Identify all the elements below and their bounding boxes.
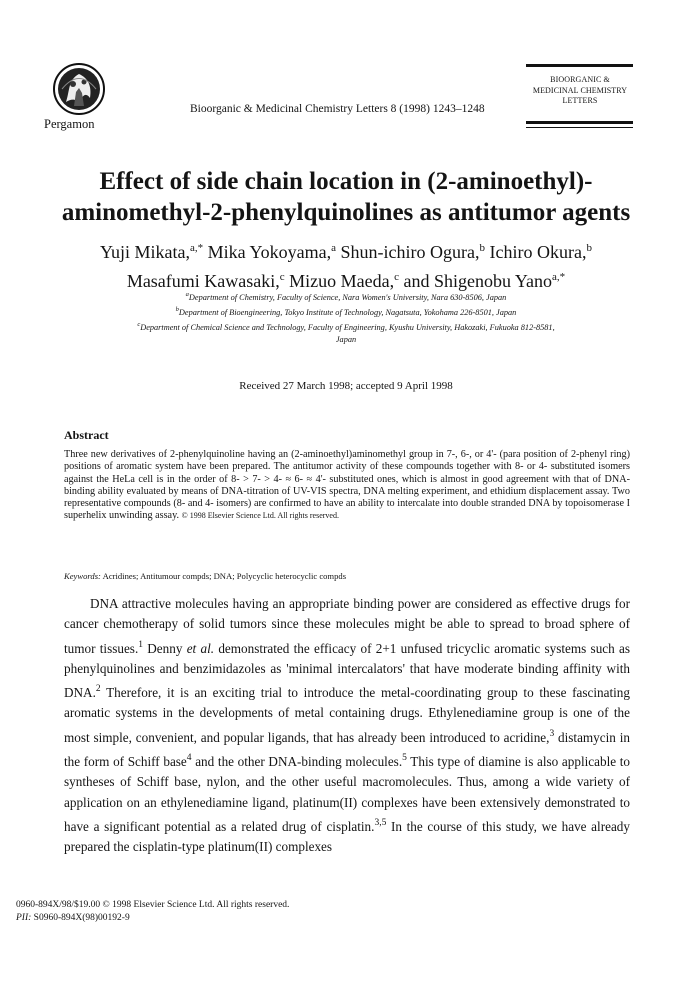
article-title: Effect of side chain location in (2-aminoethyl)- aminomethyl-2-phenylquinolines as antitumor agents	[61, 168, 631, 226]
affiliation: $^b$Department of Bioengineering, Tokyo Institute of Technology, Nagatsuta, Yokohama 226-8501, Japan	[175, 306, 517, 317]
footer-copyright: 0960-894X/98/$19.00 © 1998 Elsevier Science Ltd. All rights reserved.	[16, 900, 290, 910]
author-mark: a	[331, 242, 337, 254]
author-mark: b	[479, 242, 486, 254]
elsevier-tree-logo-icon	[52, 62, 106, 116]
author-name: Yuji Mikata,	[100, 242, 190, 262]
page-footer	[16, 899, 289, 924]
journal-box-title: BIOORGANIC & MEDICINAL CHEMISTRY LETTERS	[532, 75, 628, 105]
reference-mark: 3,5	[374, 817, 387, 828]
author-mark: a,*	[552, 270, 566, 283]
affiliation: Japan	[335, 335, 357, 344]
journal-box-bottom-rule-thin	[526, 127, 633, 128]
reference-mark: 1	[138, 639, 143, 650]
author-name: Masafumi Kawasaki,	[126, 270, 280, 291]
author-mark: c	[394, 270, 400, 283]
abstract-text: Three new derivatives of 2-phenylquinoline having an (2-aminoethyl)aminomethyl group in 7-, 6-, or 4'- (para position of 2-phenyl ring) positions of aromatic system have been prepared. The antitumor activity of these compounds together with 8- or 4- substituted isomers against the HeLa cell is in the order of 8- > 7- > 4- ≈ 6- ≈ 4'- substituted ones, which is almost in good agreement with that of DNA-binding ability evaluated by means of DNA-titration of UV-VIS spectra, DNA melting experiment, and ethidium displacement assay. Two representative compounds (8- and 4- isomers) are confirmed to have an ability to intercalate into double stranded DNA by topoisomerase I superhelix unwinding assay. © 1998 Elsevier Science Ltd. All rights reserved.	[64, 449, 630, 522]
affiliations	[30, 289, 662, 346]
author-mark: c	[279, 270, 285, 283]
reference-mark: 5	[402, 753, 407, 764]
abstract-heading: Abstract	[64, 428, 109, 442]
journal-citation: Bioorganic & Medicinal Chemistry Letters 8 (1998) 1243–1248	[190, 103, 485, 115]
author-list	[40, 236, 652, 293]
footer-pii: PII: S0960-894X(98)00192-9	[16, 912, 130, 923]
affiliation: $^c$Department of Chemical Science and Technology, Faculty of Engineering, Kyushu University, Hakozaki, Fukuoka 812-8581,	[137, 321, 555, 332]
author-name: Shun-ichiro Ogura,	[340, 242, 480, 262]
reference-mark: 2	[95, 684, 101, 695]
publisher-name: Pergamon	[44, 117, 95, 131]
author-name: Ichiro Okura,	[489, 242, 587, 262]
body-paragraph: DNA attractive molecules having an appropriate binding power are considered as effective drugs for cancer chemotherapy of solid tumors since these molecules might be able to spread to broad sphere of tumor tissues.$^1$ Denny et al. demonstrated the efficacy of 2+1 unfused tricyclic aromatic systems such as phenylquinolines and benzimidazoles as 'minimal intercalators' that have moderate binding affinity with DNA.$^2$ Therefore, it is an exciting trial to introduce the metal-coordinating group to these fascinating aromatic systems in the developments of metal containing drugs. Ethylenediamine group is one of the most simple, convenient, and popular ligands, that has already been introduced to acridine,$^3$ distamycin in the form of Schiff base$^4$ and the other DNA-binding molecules.$^5$ This type of diamine is also applicable to syntheses of Schiff base, nylon, and the other useful macromolecules. Thus, among a wide variety of application on an ethylenediamine ligand, platinum(II) complexes have been extensively demonstrated to have a significant potential as a related drug of cisplatin.$^{3,5}$ In the course of this study, we have already prepared the cisplatin-type platinum(II) complexes	[64, 596, 631, 855]
author-name: Mizuo Maeda,	[289, 270, 395, 291]
author-mark: b	[586, 242, 592, 254]
journal-box-bottom-rule	[526, 121, 633, 124]
journal-box-top-rule	[526, 64, 633, 67]
received-dates: Received 27 March 1998; accepted 9 April 1998	[239, 380, 453, 392]
author-name: and Shigenobu Yano	[403, 270, 553, 291]
author-mark: a,*	[190, 242, 204, 254]
affiliation: $^a$Department of Chemistry, Faculty of Science, Nara Women's University, Nara 630-8506, Japan	[185, 291, 507, 302]
reference-mark: 3	[549, 728, 555, 739]
keywords: Keywords: Acridines; Antitumour compds; DNA; Polycyclic heterocyclic compds	[64, 571, 347, 581]
reference-mark: 4	[186, 753, 192, 764]
abstract-copyright: © 1998 Elsevier Science Ltd. All rights reserved.	[181, 511, 339, 521]
author-name: Mika Yokoyama,	[207, 242, 332, 262]
